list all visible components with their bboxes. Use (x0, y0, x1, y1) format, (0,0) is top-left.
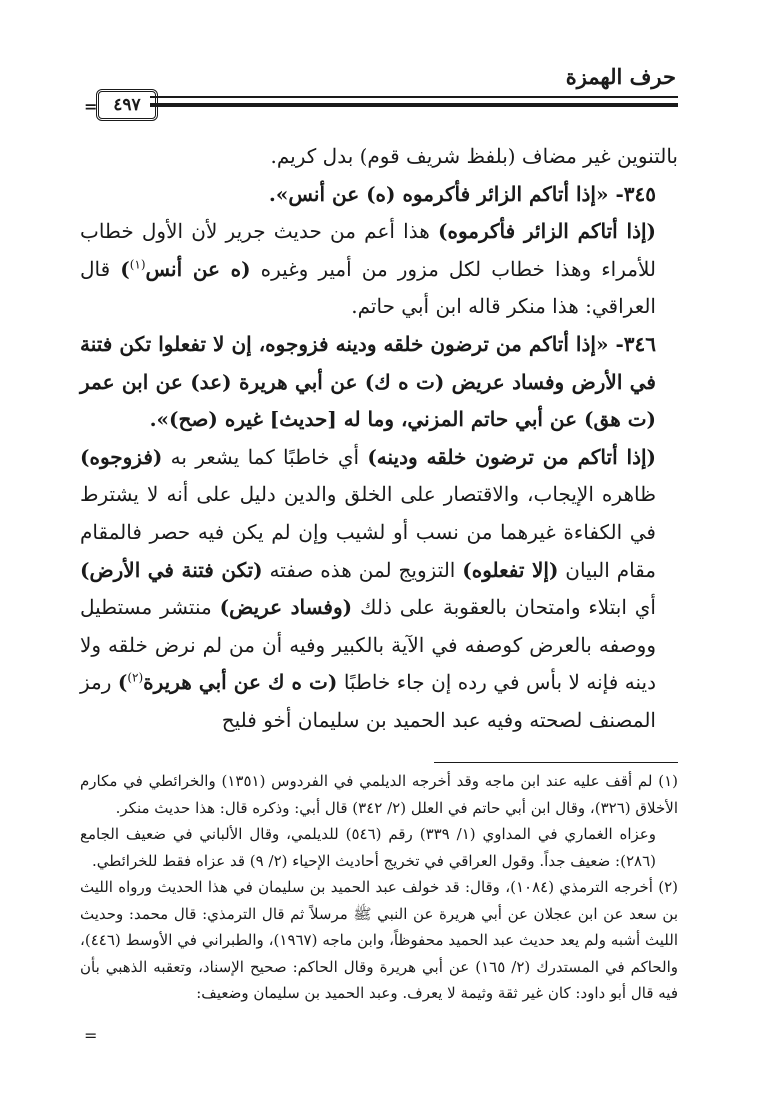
commentary-345 (80, 213, 678, 326)
commentary-quote-4: (تكن فتنة في الأرض) (80, 557, 263, 582)
commentary-text-5: منتشر مستطيل ووصفه بالعرض كوصفه في الآية بالكبير وفيه أن من لم نرض خلقه ولا دينه فإنه لا بأس في رده إن جاء خاطبًا (80, 595, 657, 695)
header-left-mark: = (84, 97, 98, 116)
footnote-1: (١) لم أقف عليه عند ابن ماجه وقد أخرجه الديلمي في الفردوس (١٣٥١) والخرائطي في مكارم الأخلاق (٣٢٦)، وقال ابن أبي حاتم في العلل (٢/ ٣٤٢) قال أبي: وذكره قال: هذا حديث منكر. (80, 772, 679, 817)
footnote-continuation-mark: = (84, 1026, 98, 1045)
paragraph-intro: بالتنوين غير مضاف (بلفظ شريف قوم) بدل كريم. (270, 144, 678, 168)
page-number: ٤٩٧ (96, 89, 158, 121)
source-ref: (ه عن أنس (145, 256, 251, 281)
footnote-1-continued: وعزاه الغماري في المداوي (١/ ٣٣٩) رقم (٥٤٦) للديلمي، وقال الألباني في ضعيف الجامع (٢٨٦): ضعيف جداً. وقول العراقي في تخريج أحاديث الإحياء (٢/ ٩) قد عزاه فقط للخرائطي. (80, 825, 657, 870)
hadith-346: ٣٤٦- «إذا أتاكم من ترضون خلقه ودينه فزوجوه، إن لا تفعلوا تكن فتنة في الأرض وفساد عريض (ت ه ك) عن أبي هريرة (عد) عن ابن عمر (ت هق) عن أبي حاتم المزني، وما له [حديث] غيره (صح)». (80, 331, 656, 432)
hadith-345: ٣٤٥- «إذا أتاكم الزائر فأكرموه (ه) عن أنس». (268, 181, 656, 206)
commentary-quote-5: (وفساد عريض) (219, 595, 353, 620)
commentary-text: هذا أعم من حديث جرير لأن الأول خطاب للأمراء وهذا خطاب لكل مزور من أمير وغيره (80, 219, 657, 281)
commentary-text-1: أي خاطبًا كما يشعر به (162, 444, 368, 469)
footnote-separator (434, 762, 678, 763)
header-rule-thick (150, 103, 678, 107)
source-ref-close: ) (120, 256, 130, 281)
source-ref-2-close: ) (117, 670, 128, 695)
footnote-ref-2[interactable]: (٢) (127, 670, 144, 685)
commentary-text-4: أي ابتلاء وامتحان بالعقوبة على ذلك (352, 595, 656, 620)
commentary-346 (80, 439, 678, 740)
commentary-quote-3: (إلا تفعلوه) (462, 557, 559, 582)
header-rule (150, 96, 678, 108)
footnote-2: (٢) أخرجه الترمذي (١٠٨٤)، وقال: قد خولف عبد الحميد بن سليمان في هذا الحديث ورواه الليث بن سعد عن ابن عجلان عن أبي هريرة عن النبي ﷺ مرسلاً ثم قال الترمذي: قال محمد: وحديث الليث أشبه ولم يعد حديث عبد الحميد محفوظاً، وابن ماجه (١٩٦٧)، والطبراني في الأوسط (٤٤٦)، والحاكم في المستدرك (٢/ ١٦٥) عن أبي هريرة وقال الحاكم: صحيح الإسناد، وتعقبه الذهبي بأن فيه قال أبو داود: كان غير ثقة وثيمة لا يعرف. وعبد الحميد بن سليمان وضعيف: (80, 878, 678, 1002)
header-rule-thin (150, 96, 678, 98)
commentary-quote-2: (فزوجوه) (80, 444, 163, 469)
running-title: حرف الهمزة (565, 64, 676, 89)
footnotes (80, 768, 678, 1007)
commentary-quote-1: (إذا أتاكم من ترضون خلقه ودينه) (367, 444, 657, 469)
commentary-quote: (إذا أتاكم الزائر فأكرموه) (438, 219, 657, 244)
commentary-text-2: ظاهره الإيجاب، والاقتصار على الخلق والدين دليل على أنه لا يشترط في الكفاءة غيرهما من نسب أو لشيب وإن لم يكن فيه حصر فالمقام مقام البيان (80, 482, 657, 582)
commentary-text-3: التزويج لمن هذه صفته (262, 557, 463, 582)
commentary-text-6: رمز المصنف لصحته وفيه عبد الحميد بن سليمان أخو فليح (80, 670, 656, 732)
commentary-text-end: قال العراقي: هذا منكر قاله ابن أبي حاتم. (80, 256, 656, 319)
source-ref-2: (ت ه ك عن أبي هريرة (143, 670, 338, 695)
footnote-ref-1[interactable]: (١) (129, 257, 146, 272)
main-text (80, 138, 678, 740)
